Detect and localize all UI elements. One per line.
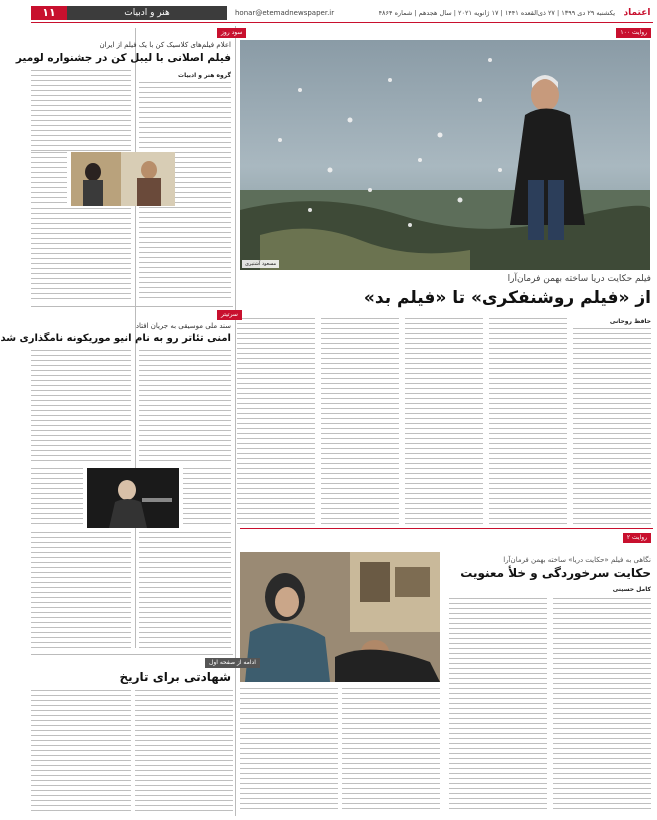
left-top-byline: گروه هنر و ادبیات: [178, 72, 231, 79]
page-number: ۱۱: [31, 6, 67, 20]
left-top-tag: سود روز: [217, 28, 246, 38]
left-mid-body-col1: [139, 350, 231, 462]
second-photo: [240, 552, 440, 682]
lead-byline: حافظ روحانی: [609, 318, 651, 325]
site-email[interactable]: honar@etemadnewspaper.ir: [235, 9, 335, 17]
second-headline: حکایت سرخوردگی و خلأ معنویت: [460, 566, 651, 580]
seaside-man-image: [240, 40, 650, 270]
dateline: یکشنبه ۲۹ دی ۱۳۹۹ | ۲۷ ذی‌القعده ۱۴۴۱ | ۱۷ ژانویه ۲۰۲۱ | سال هجدهم | شماره ۴۸۶۴: [378, 9, 615, 17]
left-bottom-body-col1: [31, 690, 131, 812]
film-still-image: [240, 552, 440, 682]
second-kicker: نگاهی به فیلم «حکایت دریا» ساخته بهمن فرمان‌آرا: [503, 556, 651, 564]
left-rule: [31, 306, 233, 307]
left-top-body-col2: [31, 70, 131, 152]
left-top-body-col3: [31, 152, 67, 206]
left-rule-2: [31, 654, 233, 655]
second-body-col4: [342, 688, 440, 812]
lead-tag: روایت ۱۰۰: [616, 28, 651, 38]
second-tag: روایت ۲: [623, 533, 651, 543]
lead-headline: از «فیلم روشنفکری» تا «فیلم بد»: [363, 288, 651, 308]
lead-kicker: فیلم حکایت دریا ساخته بهمن فرمان‌آرا: [507, 274, 651, 284]
header-rule: [31, 22, 653, 23]
left-top-headline: فیلم اصلانی با لیبل کن در جشنواره لومیر: [15, 52, 231, 64]
left-mid-body-col6: [139, 532, 231, 650]
page-header: [31, 6, 653, 20]
second-byline: کامل حسینی: [612, 586, 651, 593]
left-mid-tag: سرتیتر: [217, 310, 242, 320]
column-divider: [235, 26, 236, 816]
left-bottom-body-col2: [135, 690, 233, 812]
second-body-col1: [553, 598, 651, 812]
left-mid-headline: امنی تئاتر رو به نام انیو موریکونه نامگذاری شد: [0, 333, 231, 344]
left-mid-body-col5: [31, 532, 131, 650]
left-bottom-headline: شهادتی برای تاریخ: [119, 670, 231, 684]
left-bottom-tag: ادامه از صفحه اول: [205, 658, 260, 668]
second-body-col2: [449, 598, 547, 812]
lead-body-col2: [489, 318, 567, 524]
photo-credit: مسعود آشتیری: [242, 260, 279, 268]
section-rule: [240, 528, 653, 529]
section-title: هنر و ادبیات: [67, 6, 227, 20]
lead-body-col1: [573, 328, 651, 524]
left-top-body-col4: [31, 208, 131, 302]
second-body-col3: [240, 688, 338, 812]
lead-body-col5: [237, 318, 315, 524]
left-top-photo: [71, 152, 175, 206]
film-poster-image: [71, 152, 175, 206]
left-mid-body-col4: [183, 468, 231, 528]
newspaper-logo: اعتماد: [623, 8, 651, 18]
left-mid-body-col3: [31, 468, 83, 528]
lead-photo: [240, 40, 650, 270]
lead-body-col3: [405, 318, 483, 524]
left-mid-kicker: سند ملی موسیقی به جریان افتاد: [135, 322, 231, 330]
left-mid-body-col2: [31, 350, 131, 462]
left-mid-photo: [87, 468, 179, 528]
composer-image: [87, 468, 179, 528]
lead-body-col4: [321, 318, 399, 524]
left-top-kicker: اعلام فیلم‌های کلاسیک کن با یک فیلم از ایران: [99, 41, 231, 49]
